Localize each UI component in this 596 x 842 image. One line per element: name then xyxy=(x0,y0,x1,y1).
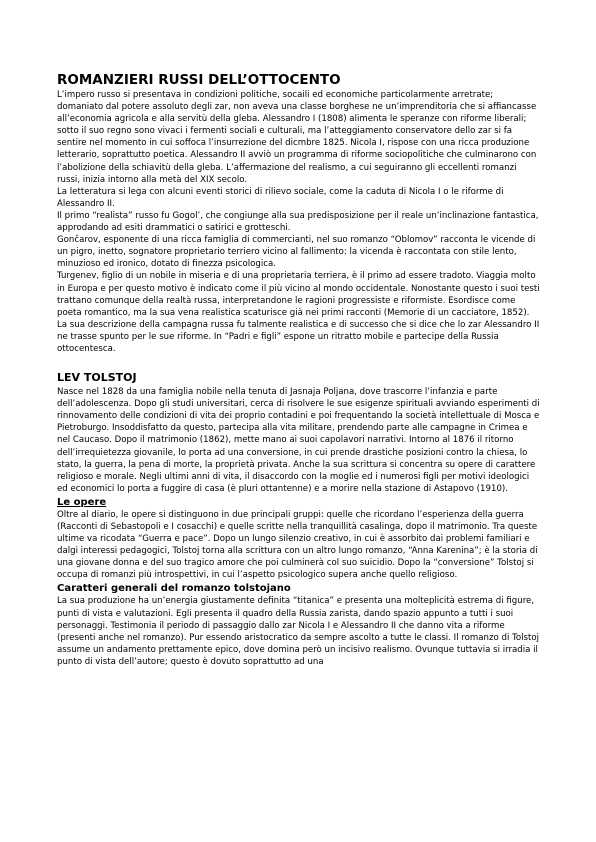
tolstoj-bio-paragraph: Nasce nel 1828 da una famiglia nobile nella tenuta di Jasnaja Poljana, dove trascorre l’infanzia e parte dell’adolescenza. Dopo gli studi universitari, cerca di risolvere le sue esigenze spirituali avviando esperimenti di rinnovamento delle condizioni di vita dei proprio contadini e poi frequentando la società intellettuale di Mosca e Pietroburgo. Insoddisfatto da questo, partecipa alla vita militare, prendendo parte alle campagne in Crimea e nel Caucaso. Dopo il matrimonio (1862), mette mano ai suoi capolavori narrativi. Intorno al 1876 il ritorno dell’irrequietezza giovanile, lo porta ad una conversione, in cui prende drastiche posizioni contro la chiesa, lo stato, la guerra, la pena di morte, la proprietà privata. Anche la sua scrittura si concentra su opere di carattere religioso e morale. Negli ultimi anni di vita, il disaccordo con la moglie ed i numerosi figli per motivi ideologici ed economici lo porta a fuggire di casa (è pluri ottantenne) e a morire nella stazione di Astapovo (1910). xyxy=(57,387,540,494)
document-page xyxy=(57,72,541,668)
intro-paragraph-4: Gončarov, esponente di una ricca famiglia di commercianti, nel suo romanzo “Oblomov” racconta le vicende di un pigro, inetto, sognatore proprietario terriero vicino al fallimento: la vicenda è raccontata con stile lento, minuzioso ed ironico, dotato di finezza psicologica. xyxy=(57,235,536,270)
intro-paragraph-1: L’impero russo si presentava in condizioni politiche, socaili ed economiche particolarmente arretrate; domaniato dal potere assoluto degli zar, non aveva una classe borghese ne un’imprenditoria che si affiancasse all’economia agricola e alla servitù della gleba. Alessandro I (1808) alimenta le speranze con riforme liberali; sotto il suo regno sono vivaci i fermenti sociali e culturali, ma l’atteggiamento conservatore dello zar si fa sentire nel momento in cui soffoca l’insurrezione del dicmbre 1825. Nicola I, rispose con una ricca produzione letterario, soprattutto poetica. Alessandro II avviò un programma di riforme sociopolitiche che culminarono con l’abolizione della schiavitù della gleba. L’affermazione del realismo, a cui seguiranno gli eccellenti romanzi russi, inizia intorno alla metà del XIX secolo. xyxy=(57,90,537,185)
document-title: ROMANZIERI RUSSI DELL’OTTOCENTO xyxy=(57,72,341,88)
intro-paragraph-2: La letteratura si lega con alcuni eventi storici di rilievo sociale, come la caduta di Nicola I o le riforme di Alessandro II. xyxy=(57,186,504,209)
opere-paragraph: Oltre al diario, le opere si distinguono in due principali gruppi: quelle che ricordano l’esperienza della guerra (Racconti di Sebastopoli e I cosacchi) e quelle scritte nella tranquillità casalinga, dopo il matrimonio. Tra queste ultime va ricodata “Guerra e pace”. Dopo un lungo silenzio creativo, in cui è assorbito dai problemi familiari e dalgi interessi pedagogici, Tolstoj torna alla scrittura con un altro lungo romanzo, “Anna Karenina”; è la storia di una giovane donna e del suo tragico amore che poi culminerà col suo suicidio. Dopo la “conversione” Tolstoj si occupa di romanzi più introspettivi, in cui l’aspetto psicologico supera anche quello religioso. xyxy=(57,509,538,581)
intro-paragraph-3: Il primo “realista” russo fu Gogol’, che congiunge alla sua predisposizione per il reale un’inclinazione fantastica, approdando ad esiti drammatici o satirici e grotteschi. xyxy=(57,210,539,234)
subheading-caratteri: Caratteri generali del romanzo tolstojano xyxy=(57,583,291,595)
section-heading-tolstoj: LEV TOLSTOJ xyxy=(57,371,137,385)
subheading-opere: Le opere xyxy=(57,496,107,508)
intro-paragraph-5: Turgenev, figlio di un nobile in miseria e di una proprietaria terriera, è il primo ad essere tradoto. Viaggia molto in Europa e per questo motivo è indicato come il più vicino al mondo occidentale. Nonostante questo i suoi testi trattano comunque della realtà russa, interpretandone le ragioni progressiste e riformiste. Esordisce come poeta romantico, ma la sua vena realistica scaturisce già nei primi racconti (Memorie di un cacciatore, 1852). La sua descrizione della campagna russa fu talmente realistica e di successo che si dice che lo zar Alessandro II ne trasse spunto per le sue riforme. In “Padri e figli” espone un ritratto mobile e partecipe della Russia ottocentesca. xyxy=(57,271,540,354)
caratteri-paragraph: La sua produzione ha un’energia giustamente definita “titanica” e presenta una molteplicità estrema di figure, punti di vista e valutazioni. Egli presenta il quadro della Russia zarista, dando spazio appunto a tutti i suoi personaggi. Testimonia il periodo di passaggio dallo zar Nicola I e Alessandro II che danno vita a riforme (presenti anche nel romanzo). Pur essendo aristocratico da sempre ascolto a tutte le classi. Il romanzo di Tolstoj assume un andamento prettamente epico, dove domina però un incisivo realismo. Ovunque tuttavia si irradia il punto di vista dell’autore; questo è dovuto soprattutto ad una xyxy=(57,596,539,667)
